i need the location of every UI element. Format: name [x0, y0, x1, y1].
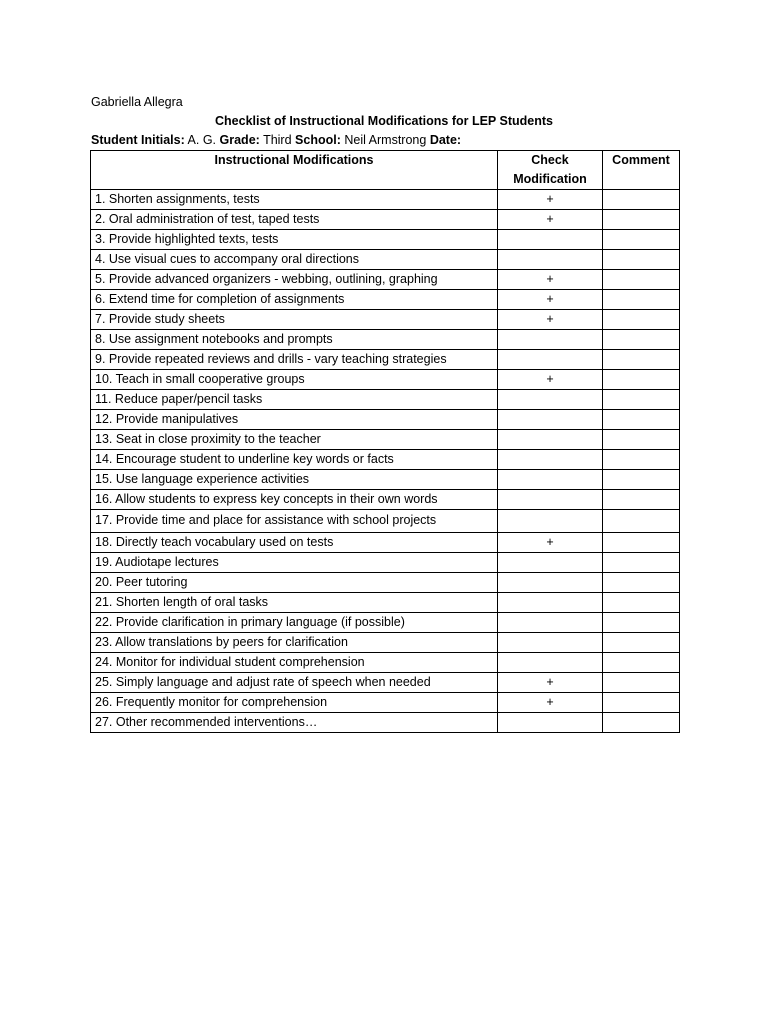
modification-item: 3. Provide highlighted texts, tests — [91, 230, 498, 250]
comment-cell — [603, 593, 680, 613]
table-row — [91, 693, 680, 713]
author-name: Gabriella Allegra — [91, 95, 183, 109]
check-mark-cell — [498, 490, 603, 510]
table-row — [91, 190, 680, 210]
table-row — [91, 210, 680, 230]
comment-cell — [603, 330, 680, 350]
check-mark-cell: + — [498, 290, 603, 310]
table-row — [91, 490, 680, 510]
school-label: School: — [295, 133, 341, 147]
modification-item: 8. Use assignment notebooks and prompts — [91, 330, 498, 350]
modification-item: 11. Reduce paper/pencil tasks — [91, 390, 498, 410]
table-row — [91, 230, 680, 250]
grade-value: Third — [263, 133, 292, 147]
student-info-line — [91, 133, 461, 147]
check-mark-cell — [498, 330, 603, 350]
table-row — [91, 330, 680, 350]
table-row — [91, 713, 680, 733]
modification-item: 22. Provide clarification in primary language (if possible) — [91, 613, 498, 633]
modification-item: 16. Allow students to express key concepts in their own words — [91, 490, 498, 510]
modification-item: 9. Provide repeated reviews and drills - vary teaching strategies — [91, 350, 498, 370]
table-row — [91, 510, 680, 533]
table-row — [91, 410, 680, 430]
comment-cell — [603, 713, 680, 733]
comment-cell — [603, 250, 680, 270]
modification-item: 7. Provide study sheets — [91, 310, 498, 330]
check-mark-cell — [498, 350, 603, 370]
comment-cell — [603, 210, 680, 230]
check-mark-cell — [498, 510, 603, 533]
modification-item: 5. Provide advanced organizers - webbing, outlining, graphing — [91, 270, 498, 290]
table-row — [91, 370, 680, 390]
comment-cell — [603, 390, 680, 410]
modification-item: 25. Simply language and adjust rate of speech when needed — [91, 673, 498, 693]
check-mark-cell — [498, 653, 603, 673]
check-mark-cell: + — [498, 210, 603, 230]
comment-cell — [603, 430, 680, 450]
table-row — [91, 390, 680, 410]
comment-cell — [603, 350, 680, 370]
comment-cell — [603, 613, 680, 633]
check-mark-cell — [498, 230, 603, 250]
comment-cell — [603, 370, 680, 390]
table-header-row — [91, 151, 680, 190]
modification-item: 19. Audiotape lectures — [91, 553, 498, 573]
comment-cell — [603, 450, 680, 470]
check-mark-cell — [498, 593, 603, 613]
check-mark-cell: + — [498, 533, 603, 553]
school-value: Neil Armstrong — [344, 133, 427, 147]
table-row — [91, 593, 680, 613]
table-row — [91, 653, 680, 673]
check-mark-cell: + — [498, 370, 603, 390]
table-body — [91, 190, 680, 733]
check-mark-cell — [498, 390, 603, 410]
initials-value: A. G. — [187, 133, 217, 147]
modification-item: 26. Frequently monitor for comprehension — [91, 693, 498, 713]
comment-cell — [603, 633, 680, 653]
modification-item: 18. Directly teach vocabulary used on tests — [91, 533, 498, 553]
check-mark-cell — [498, 430, 603, 450]
table-row — [91, 290, 680, 310]
table-row — [91, 533, 680, 553]
comment-cell — [603, 470, 680, 490]
comment-cell — [603, 310, 680, 330]
modification-item: 12. Provide manipulatives — [91, 410, 498, 430]
modification-item: 2. Oral administration of test, taped tests — [91, 210, 498, 230]
modification-item: 14. Encourage student to underline key words or facts — [91, 450, 498, 470]
modification-item: 17. Provide time and place for assistance with school projects — [91, 510, 498, 533]
comment-cell — [603, 533, 680, 553]
comment-cell — [603, 190, 680, 210]
check-mark-cell — [498, 573, 603, 593]
check-mark-cell: + — [498, 673, 603, 693]
check-mark-cell: + — [498, 270, 603, 290]
table-row — [91, 573, 680, 593]
check-mark-cell — [498, 450, 603, 470]
modifications-table — [90, 150, 680, 733]
table-row — [91, 430, 680, 450]
check-mark-cell — [498, 250, 603, 270]
comment-cell — [603, 653, 680, 673]
comment-cell — [603, 553, 680, 573]
modification-item: 15. Use language experience activities — [91, 470, 498, 490]
modification-item: 6. Extend time for completion of assignments — [91, 290, 498, 310]
modification-item: 10. Teach in small cooperative groups — [91, 370, 498, 390]
modification-item: 20. Peer tutoring — [91, 573, 498, 593]
check-mark-cell: + — [498, 310, 603, 330]
table-row — [91, 673, 680, 693]
check-mark-cell — [498, 633, 603, 653]
modification-item: 1. Shorten assignments, tests — [91, 190, 498, 210]
header-check: Check Modification — [498, 151, 603, 190]
comment-cell — [603, 270, 680, 290]
table-row — [91, 633, 680, 653]
grade-label: Grade: — [219, 133, 260, 147]
check-mark-cell — [498, 553, 603, 573]
table-row — [91, 553, 680, 573]
table-row — [91, 250, 680, 270]
header-modifications: Instructional Modifications — [91, 151, 498, 190]
check-mark-cell — [498, 410, 603, 430]
table-row — [91, 470, 680, 490]
comment-cell — [603, 410, 680, 430]
check-mark-cell — [498, 613, 603, 633]
header-comment: Comment — [603, 151, 680, 190]
comment-cell — [603, 693, 680, 713]
modification-item: 24. Monitor for individual student comprehension — [91, 653, 498, 673]
modification-item: 4. Use visual cues to accompany oral directions — [91, 250, 498, 270]
comment-cell — [603, 230, 680, 250]
table-row — [91, 350, 680, 370]
document-title: Checklist of Instructional Modifications for LEP Students — [215, 114, 553, 128]
check-mark-cell: + — [498, 693, 603, 713]
table-row — [91, 450, 680, 470]
modification-item: 21. Shorten length of oral tasks — [91, 593, 498, 613]
modification-item: 13. Seat in close proximity to the teacher — [91, 430, 498, 450]
comment-cell — [603, 490, 680, 510]
comment-cell — [603, 510, 680, 533]
modification-item: 23. Allow translations by peers for clarification — [91, 633, 498, 653]
check-mark-cell — [498, 713, 603, 733]
table-row — [91, 270, 680, 290]
table-row — [91, 613, 680, 633]
table-row — [91, 310, 680, 330]
date-label: Date: — [429, 133, 462, 147]
comment-cell — [603, 290, 680, 310]
comment-cell — [603, 673, 680, 693]
comment-cell — [603, 573, 680, 593]
check-mark-cell: + — [498, 190, 603, 210]
modification-item: 27. Other recommended interventions… — [91, 713, 498, 733]
check-mark-cell — [498, 470, 603, 490]
initials-label: Student Initials: — [91, 133, 185, 147]
